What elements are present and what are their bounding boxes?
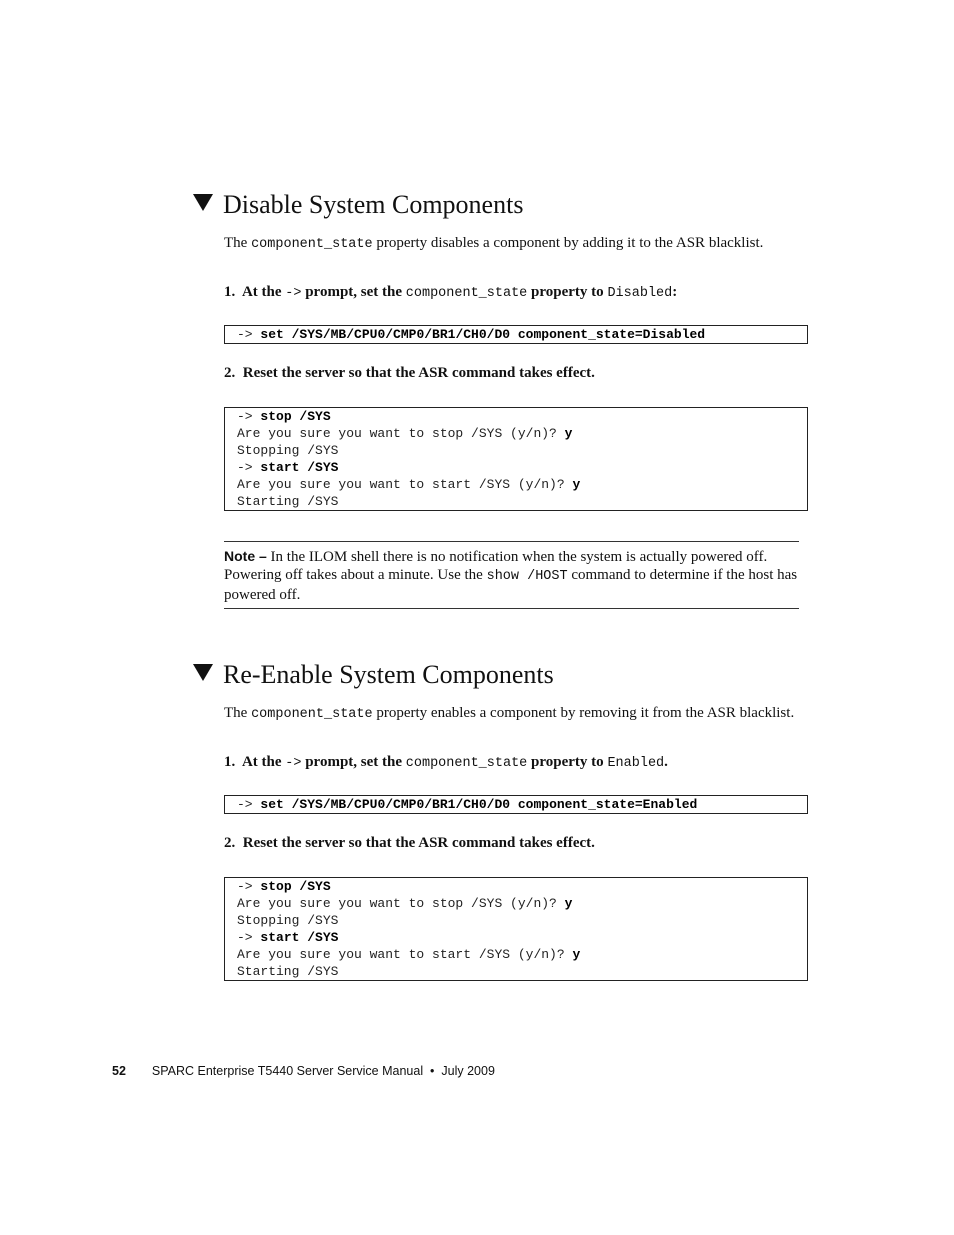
intro-text: The [224,705,252,721]
output-text: Stopping /SYS [237,913,339,928]
footer-date: July 2009 [441,1064,495,1078]
note-label: Note – [224,548,267,564]
step-number: 1. [224,754,236,770]
intro-paragraph [224,234,799,254]
footer-title: SPARC Enterprise T5440 Server Service Manual [151,1064,424,1078]
answer-text: y [564,896,573,911]
answer-text: y [572,947,581,962]
note-top-rule [224,541,799,542]
prompt: -> [237,797,253,812]
triangle-down-icon [193,664,213,681]
step-text: property to [527,754,608,770]
output-text: Starting /SYS [237,964,339,979]
note-text: command to determine if the host has powered off. [224,567,798,603]
footer-bullet: • [430,1064,435,1078]
note-block [224,547,799,604]
command-text: set /SYS/MB/CPU0/CMP0/BR1/CH0/D0 component_state=Enabled [260,797,698,812]
command-text: stop /SYS [260,879,331,894]
output-text: Are you sure you want to start /SYS (y/n)? [237,477,565,492]
prompt: -> [237,930,253,945]
step-number: 2. [224,365,236,381]
code-block-disable-command [224,325,808,344]
step-text: prompt, set the [301,284,406,300]
answer-text: y [572,477,581,492]
inline-code: component_state [405,756,528,771]
intro-paragraph [224,704,799,724]
step-2 [224,834,799,852]
triangle-down-icon [193,194,213,211]
intro-text: The [224,235,252,251]
command-text: stop /SYS [260,409,331,424]
output-text: Are you sure you want to stop /SYS (y/n)? [237,896,557,911]
command-text: start /SYS [260,930,339,945]
intro-text: property disables a component by adding it to the ASR blacklist. [372,235,764,251]
inline-code: component_state [405,286,528,301]
section-title-text: Re-Enable System Components [223,660,554,689]
output-text: Starting /SYS [237,494,339,509]
inline-code: component_state [251,707,373,722]
output-text: Are you sure you want to stop /SYS (y/n)? [237,426,557,441]
code-block-reset-1 [224,407,808,511]
step-text: At the [241,284,286,300]
step-text: At the [241,754,286,770]
command-text: start /SYS [260,460,339,475]
page-footer [112,1064,495,1078]
inline-code: show /HOST [486,569,568,584]
step-text: . [664,754,668,770]
answer-text: y [564,426,573,441]
prompt: -> [237,327,253,342]
step-text: property to [527,284,608,300]
output-text: Stopping /SYS [237,443,339,458]
step-1 [224,283,799,303]
command-text: set /SYS/MB/CPU0/CMP0/BR1/CH0/D0 component_state=Disabled [260,327,706,342]
prompt: -> [237,409,253,424]
note-text: In the ILOM shell there is no notification when the system is actually powered off. Powering off takes about a minute. Use the [224,549,768,583]
inline-code: component_state [251,237,373,252]
intro-text: property enables a component by removing it from the ASR blacklist. [372,705,795,721]
step-text: Reset the server so that the ASR command takes effect. [242,835,595,851]
inline-code: -> [285,286,302,301]
inline-code: Enabled [607,756,665,771]
section-heading-disable [193,190,523,220]
step-text: prompt, set the [301,754,406,770]
code-block-enable-command [224,795,808,814]
prompt: -> [237,460,253,475]
output-text: Are you sure you want to start /SYS (y/n)? [237,947,565,962]
page-number: 52 [112,1064,126,1078]
section-title-text: Disable System Components [223,190,524,219]
step-2 [224,364,799,382]
step-text: Reset the server so that the ASR command takes effect. [242,365,595,381]
step-number: 2. [224,835,236,851]
inline-code: Disabled [607,286,673,301]
section-heading-reenable [193,660,554,690]
inline-code: -> [285,756,302,771]
step-number: 1. [224,284,236,300]
note-bottom-rule [224,608,799,609]
code-block-reset-2 [224,877,808,981]
step-1 [224,753,799,773]
prompt: -> [237,879,253,894]
step-text: : [672,284,678,300]
